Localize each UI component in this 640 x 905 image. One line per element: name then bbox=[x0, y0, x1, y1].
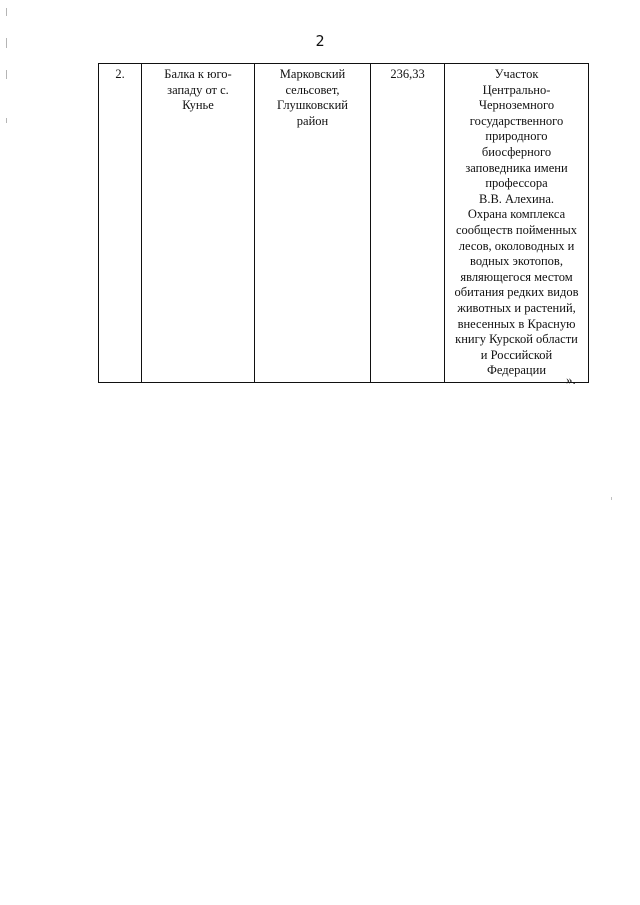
closing-quote: ». bbox=[566, 372, 576, 387]
scan-margin-mark-middle bbox=[6, 70, 7, 79]
area-cell: 236,33 bbox=[371, 64, 445, 383]
table-row bbox=[99, 64, 589, 383]
description-cell: Участок Центрально- Черноземного государственного природного биосферного заповедника имени профессора В.В. Алехина. Охрана комплекса сообществ пойменных лесов, околоводных и водных экотопов, являющегося местом обитания редких видов животных и растений, внесенных в Красную книгу Курской области и Российской Федерации bbox=[445, 64, 589, 383]
row-number-cell: 2. bbox=[99, 64, 142, 383]
location-cell: Марковский сельсовет, Глушковский район bbox=[255, 64, 371, 383]
scan-right-mark bbox=[611, 497, 612, 500]
site-name-cell: Балка к юго- западу от с. Кунье bbox=[142, 64, 255, 383]
document-table bbox=[98, 63, 589, 383]
scan-margin-mark-lower bbox=[6, 118, 7, 123]
page-number: 2 bbox=[315, 32, 325, 50]
scan-margin-mark-top bbox=[6, 8, 7, 16]
